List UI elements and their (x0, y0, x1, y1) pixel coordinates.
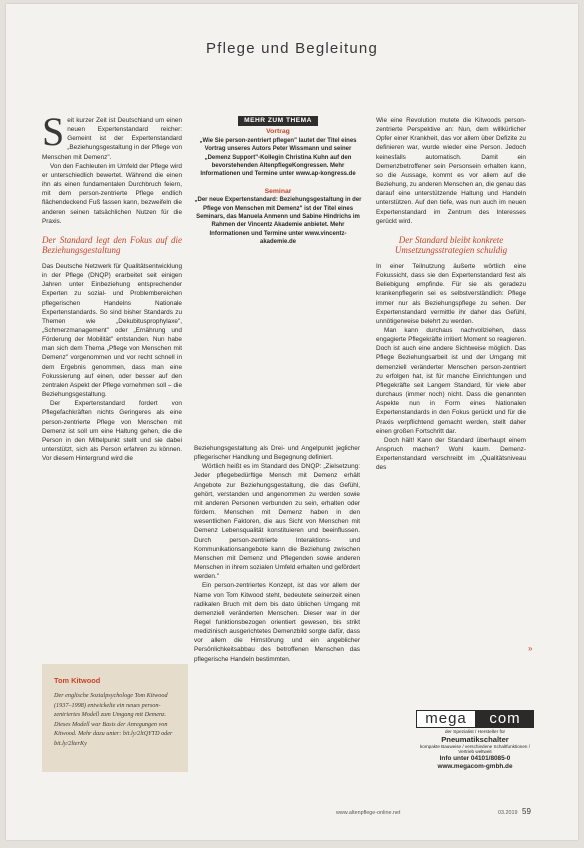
info-label-seminar: Seminar (264, 187, 292, 195)
paragraph: Wie eine Revolution mutete die Kitwoods person-zentrierte Perspektive an: Nun, dem willkürlicher Opfer einer Krankheit, das vor allem über Defizite zu definieren war, wurde wieder eine Person. Jedoch keinesfalls automatisch. Damit ein Demenzbetroffener sein Personsein erhalten kann, so die Aussage, kommt es vor allem auf die Beziehung, zu anderen Menschen an, die genau das darauf eine unterstützende Haltung und Handeln unterstützen. Auf den tiefe, was nun auch im neuen Expertenstandard im Zentrum des Interesses gerückt wird. (376, 117, 526, 225)
article-column-1 (42, 116, 182, 656)
paragraph: Beziehungsgestaltung als Drei- und Angelpunkt jeglicher pflegerischer Handlung und Begegnung definiert. (194, 445, 360, 462)
ad-tagline: der Spezialist / Hersteller für (444, 730, 506, 735)
paragraph: Wörtlich heißt es im Standard des DNQP: „Zielsetzung: Jeder pflegebedürftige Mensch mit Demenz erhält Angebote zur Beziehungsgestaltung, die das Gefühl, gehört, verstanden und angenommen zu werden sowie mit anderen Personen verbunden zu sein, erhalten oder fördern. Menschen mit Demenz haben in den wesentlichen Faktoren, die aus Sicht von Menschen mit Demenz Lebensqualität konstituieren und beeinflussen. Durch person-zentrierte Interaktions- und Kommunikationsangebote kann die Beziehung zwischen Menschen mit Demenz und Pflegenden sowie anderen Menschen in ihrem sozialen Umfeld erhalten und gefördert werden." (194, 463, 360, 581)
ad-description: kompakte Bauweise / verschiedene Schaltfunktionen / Vertrieb weltweit (419, 744, 531, 755)
author-bio-box (42, 664, 188, 772)
info-label-vortrag: Vortrag (266, 128, 290, 136)
section-subheading: Der Standard legt den Fokus auf die Beziehungsgestaltung (42, 234, 182, 255)
paragraph: Ein person-zentriertes Konzept, ist das vor allem der Name von Tom Kitwood steht, bedeutete seinerzeit einen radikalen Bruch mit dem bis dato üblichen Umgang mit demenziell veränderten Menschen. Dieser war in der Regel funktionsbezogen orientiert gewesen, bis strikt medizinisch ausgerichtetes Demenzbild sorgte dafür, dass vor allem die Hirnstörung und ein angeblicher Persönlichkeitsabbau des betroffenen Menschen das pflegerische Handeln bestimmten. (194, 582, 360, 663)
continue-arrow-icon: » (528, 644, 533, 653)
article-column-3 (376, 116, 526, 696)
dropcap-letter: S (42, 116, 65, 154)
page-number: 59 (522, 807, 531, 816)
paragraph: Der Expertenstandard fordert von Pflegefachkräften nichts Geringeres als eine person-zentrierte Pflege von Menschen mit Demenz ist soll um eine Haltung gehen, die die Person in den Mittelpunkt stellt und sie dabei unterstützt, sich als Person erfahren zu können. Vor diesem Hintergrund wird die (42, 400, 182, 463)
info-text-seminar: „Der neue Expertenstandard: Beziehungsgestaltung in der Pflege von Menschen mit Demenz" ist der Titel eines Seminars, das Manuela Anmenn und Sabine Hindrichs im Rahmen der Vincentz Akademie anbietet. Mehr Informationen und Termine unter www.vincentz-akademie.de (194, 197, 362, 246)
ad-logo-right: com (476, 710, 534, 728)
ad-logo-left: mega (416, 710, 476, 728)
paragraph: Das Deutsche Netzwerk für Qualitätsentwicklung in der Pflege (DNQP) erarbeitet seit einigen Jahren unter Einbeziehung entsprechender Experten zu sozial- und Problembereichen pflegerischen Handelns Nationale Expertenstandards. So sind bisher Standards zu Themen wie „Dekubitusprophylaxe", „Schmerzmanagement" oder „Ernährung und Förderung der Mobilität" entstanden. Nun habe man sich dem Thema „Pflege von Menschen mit Demenz" vorgenommen und vor recht schnell in dem Ergebnis genommen, dass man eine Fokussierung auf einen, oder besser auf den zentralen Aspekt der Pflege vornehmen soll – die Beziehungsgestaltung. (42, 262, 182, 399)
paragraph: In einer Teilnutzung äußerte wörtlich eine Fokussicht, dass sie den Expertenstandard fest als Beliebigung empfinde. Für sie als geradezu krankenpflegerin sei es selbstverständlich: Pflege immer nur als Beziehungspflege zu sehen. Der Expertenstandard vermittle ihr daher das Gefühl, unnötigerweise belehrt zu werden. (376, 262, 526, 325)
ad-product: Pneumatikschalter (441, 735, 509, 744)
advertisement (416, 710, 534, 772)
bio-text: Der englische Sozialpsychologe Tom Kitwood (1937–1998) entwickelte ein neues person-zentriertes Modell zum Umgang mit Demenz. Dieses Modell war Basis der Anregungen von Kitwood. Mehr dazu unter: bit.ly/2ltQYTD oder bit.ly/2lterKy (54, 692, 173, 747)
paragraph: Doch hält! Kann der Standard überhaupt einem Anspruch machen? Wohl kaum. Demenz-Expertenstandard verschreibt im „Qualitätsniveau des (376, 436, 526, 472)
spacer (194, 179, 362, 188)
footer-url: www.altenpflege-online.net (336, 810, 401, 816)
ad-contact: Info unter 04101/8085-0 (439, 754, 511, 762)
paragraph: eit kurzer Zeit ist Deutschland um einen neuen Expertenstandard reicher: Gemeint ist der Expertenstandard „Beziehungsgestaltung in der Pflege von Menschen mit Demenz". (42, 117, 182, 161)
info-box-header: MEHR ZUM THEMA (238, 116, 318, 126)
footer-issue: 03.2019 (498, 810, 518, 816)
paragraph: Von den Fachleuten im Umfeld der Pflege wird er unterschiedlich bewertet. Während die einen ihn als einen fundamentalen Durchbruch feiern, mit dem person-zentrierte Pflege endlich flächendeckend Fuß fassen kann, bezweifeln die anderen seinen tatsächlichen Nutzen für die Praxis. (42, 162, 182, 225)
ad-logo (416, 710, 534, 728)
article-column-2 (194, 444, 360, 790)
magazine-page (6, 4, 578, 840)
info-box (194, 116, 362, 328)
section-subheading: Der Standard bleibt konkrete Umsetzungsstrategien schuldig (394, 234, 508, 255)
page-title: Pflege und Begleitung (206, 40, 378, 57)
info-text-vortrag: „Wie Sie person-zentriert pflegen" lautet der Titel eines Vortrag unseres Autors Peter Wissmann und seiner „Demenz Support"-Kollegin Christina Kuhn auf den bevorstehenden AltenpflegeKongressen. Mehr Informationen und Termine unter www.ap-kongress.de (199, 137, 357, 178)
bio-name: Tom Kitwood (54, 676, 101, 685)
paragraph: Man kann durchaus nachvollziehen, dass engagierte Pflegekräfte irritiert Moment so reagieren. Doch ist auch eine andere Sichtweise möglich. Das Pflege Beziehungsarbeit ist und der Umgang mit demenziell veränderter Menschen person-zentriert zu erfolgen hat, ist für manche Einrichtungen und Pflegekräfte seit Langem Standard, für viele aber durchaus (immer noch) nicht. Dass die genannten Aspekte nun in Form eines Nationalen Expertenstandards in den Fokus gerückt und für die Praxis verpflichtend gemacht werden, stellt daher einen großen Fortschritt dar. (376, 326, 526, 435)
ad-website: www.megacom-gmbh.de (437, 762, 513, 770)
